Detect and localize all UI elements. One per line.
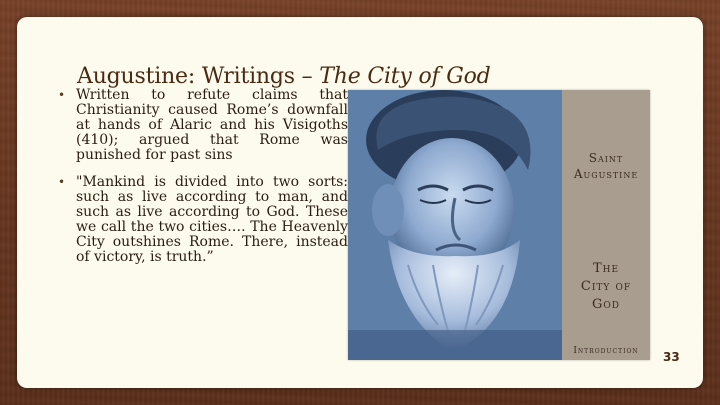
bullet-marker: • (58, 175, 66, 189)
augustine-portrait (348, 90, 562, 360)
portrait-illustration (348, 90, 562, 360)
cover-title-line: City of (580, 279, 632, 294)
bullet-item (56, 175, 348, 265)
page-number: 33 (663, 350, 680, 364)
cover-footer: Introduction (573, 346, 639, 356)
slide-title (77, 64, 491, 89)
bullet-text: Written to refute claims that Christianity caused Rome’s downfall at hands of Alaric and his Visigoths (410); argued that Rome was punished for past sins (76, 87, 348, 163)
cover-book-title (562, 260, 650, 314)
cover-author-line: Saint (588, 151, 624, 165)
bullet-list (56, 88, 348, 277)
book-cover-image (348, 90, 650, 360)
cover-author (562, 150, 650, 182)
bullet-item (56, 88, 348, 163)
slide-title-italic: The City of God (319, 64, 491, 89)
slide-title-prefix: Augustine: Writings – (77, 64, 320, 89)
bullet-text: "Mankind is divided into two sorts: such as live according to man, and such as live according to God. These we call the two cities…. The Heavenly City outshines Rome. There, instead of victory, is truth.” (76, 174, 348, 265)
cover-title-line: The (592, 261, 620, 276)
cover-title-line: God (592, 297, 620, 312)
bullet-marker: • (58, 88, 66, 102)
cover-author-line: Augustine (573, 167, 639, 181)
